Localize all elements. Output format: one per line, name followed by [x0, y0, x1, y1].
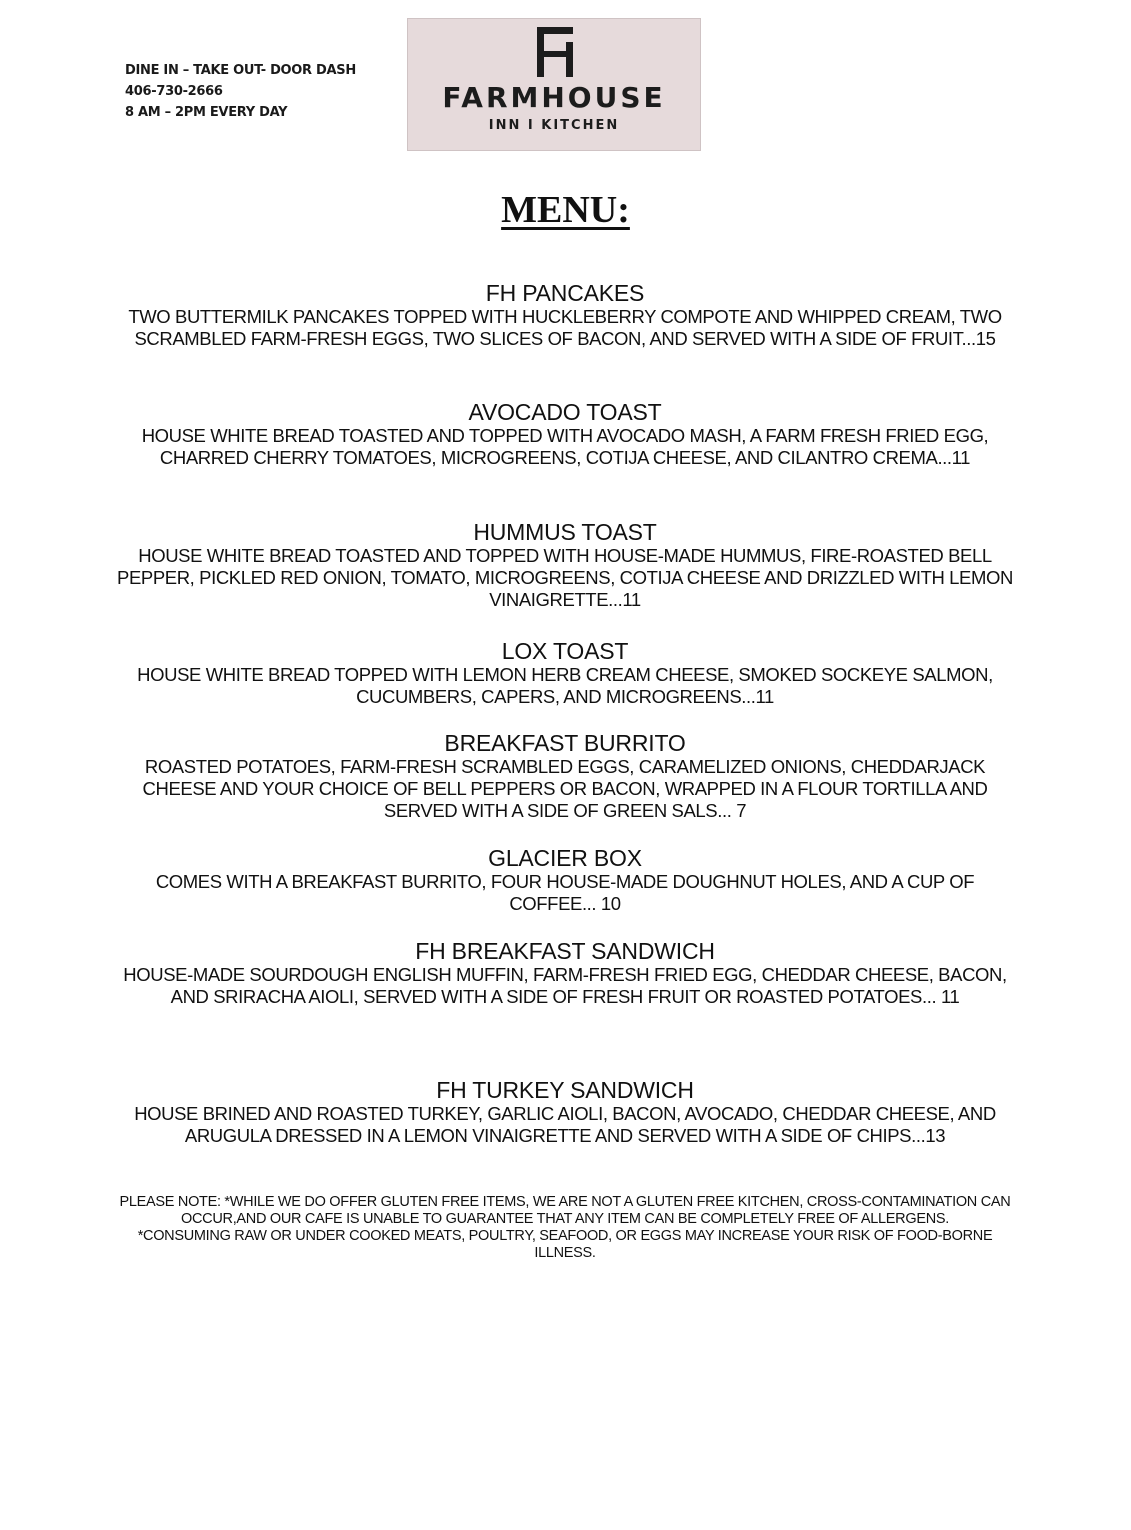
- menu-item-name: FH BREAKFAST SANDWICH: [415, 938, 715, 964]
- menu-item: [115, 938, 1015, 1008]
- menu-item-description: COMES WITH A BREAKFAST BURRITO, FOUR HOUSE-MADE DOUGHNUT HOLES, AND A CUP OF COFFEE... 10: [155, 871, 975, 914]
- menu-item-description: HOUSE WHITE BREAD TOPPED WITH LEMON HERB CREAM CHEESE, SMOKED SOCKEYE SALMON, CUCUMBERS, CAPERS, AND MICROGREENS...11: [137, 664, 993, 707]
- menu-title: [0, 188, 1131, 232]
- menu-item: [115, 280, 1015, 350]
- menu-item-description: ROASTED POTATOES, FARM-FRESH SCRAMBLED EGGS, CARAMELIZED ONIONS, CHEDDARJACK CHEESE AND YOUR CHOICE OF BELL PEPPERS OR BACON, WRAPPED IN A FLOUR TORTILLA AND SERVED WITH A SIDE OF GREEN SALS... 7: [142, 756, 988, 821]
- menu-item-name: HUMMUS TOAST: [473, 519, 657, 545]
- service-options: DINE IN – TAKE OUT- DOOR DASH: [125, 63, 356, 78]
- menu-item: [115, 845, 1015, 915]
- allergen-notes: [115, 1194, 1015, 1262]
- menu-item: [115, 638, 1015, 708]
- farmhouse-logo: [407, 18, 701, 151]
- menu-item: [115, 730, 1015, 822]
- menu-item: [115, 1077, 1015, 1147]
- menu-item: [115, 519, 1015, 611]
- phone-number: 406-730-2666: [125, 84, 223, 99]
- menu-item-description: HOUSE WHITE BREAD TOASTED AND TOPPED WITH AVOCADO MASH, A FARM FRESH FRIED EGG, CHARRED CHERRY TOMATOES, MICROGREENS, COTIJA CHEESE, AND CILANTRO CREMA...11: [141, 425, 989, 468]
- gluten-note: PLEASE NOTE: *WHILE WE DO OFFER GLUTEN FREE ITEMS, WE ARE NOT A GLUTEN FREE KITCHEN, CROSS-CONTAMINATION CAN OCCUR,AND OUR CAFE IS UNABLE TO GUARANTEE THAT ANY ITEM CAN BE COMPLETELY FREE OF ALLERGENS.: [119, 1194, 1011, 1227]
- menu-item-name: FH TURKEY SANDWICH: [436, 1077, 694, 1103]
- menu-item-name: AVOCADO TOAST: [468, 399, 662, 425]
- menu-item-description: HOUSE BRINED AND ROASTED TURKEY, GARLIC AIOLI, BACON, AVOCADO, CHEDDAR CHEESE, AND ARUGULA DRESSED IN A LEMON VINAIGRETTE AND SERVED WITH A SIDE OF CHIPS...13: [134, 1103, 996, 1146]
- menu-item-name: FH PANCAKES: [485, 280, 645, 306]
- logo-subtitle: INN I KITCHEN: [488, 118, 620, 133]
- fh-monogram-icon: [536, 27, 574, 77]
- menu-item-description: TWO BUTTERMILK PANCAKES TOPPED WITH HUCKLEBERRY COMPOTE AND WHIPPED CREAM, TWO SCRAMBLED FARM-FRESH EGGS, TWO SLICES OF BACON, AND SERVED WITH A SIDE OF FRUIT...15: [128, 306, 1002, 349]
- restaurant-info: [125, 60, 356, 123]
- logo-wordmark: FARMHOUSE: [442, 81, 666, 114]
- menu-item-name: GLACIER BOX: [488, 845, 642, 871]
- menu-item-name: BREAKFAST BURRITO: [444, 730, 686, 756]
- menu-item-name: LOX TOAST: [501, 638, 629, 664]
- menu-item: [115, 399, 1015, 469]
- menu-title-text: MENU:: [501, 189, 630, 231]
- menu-item-description: HOUSE-MADE SOURDOUGH ENGLISH MUFFIN, FARM-FRESH FRIED EGG, CHEDDAR CHEESE, BACON, AND SRIRACHA AIOLI, SERVED WITH A SIDE OF FRESH FRUIT OR ROASTED POTATOES... 11: [123, 964, 1007, 1007]
- raw-food-note: *CONSUMING RAW OR UNDER COOKED MEATS, POULTRY, SEAFOOD, OR EGGS MAY INCREASE YOUR RISK OF FOOD-BORNE ILLNESS.: [137, 1228, 993, 1261]
- menu-item-description: HOUSE WHITE BREAD TOASTED AND TOPPED WITH HOUSE-MADE HUMMUS, FIRE-ROASTED BELL PEPPER, PICKLED RED ONION, TOMATO, MICROGREENS, COTIJA CHEESE AND DRIZZLED WITH LEMON VINAIGRETTE...11: [117, 545, 1013, 610]
- opening-hours: 8 AM – 2PM EVERY DAY: [125, 105, 288, 120]
